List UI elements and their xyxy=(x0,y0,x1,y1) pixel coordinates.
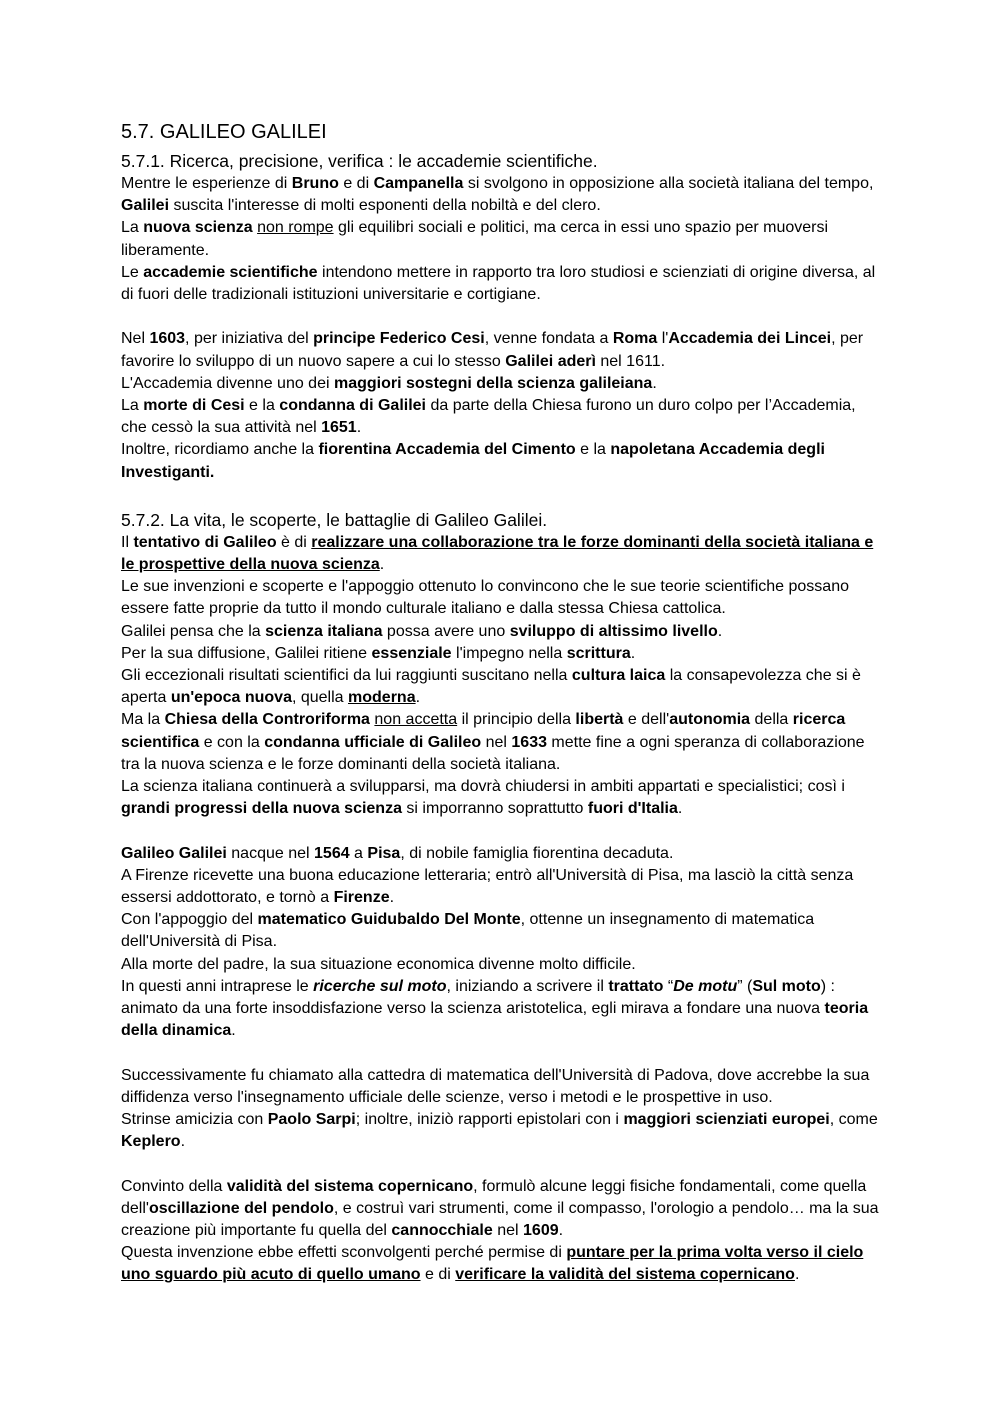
paragraph: Le sue invenzioni e scoperte e l'appoggio ottenuto lo convincono che le sue teorie scientifiche possano essere fatte proprie da tutto il mondo culturale italiano e dalla stessa Chiesa cattolica. xyxy=(121,578,849,618)
paragraph: Ma la Chiesa della Controriforma non accetta il principio della libertà e dell'autonomia della ricerca scientifica e con la condanna ufficiale di Galileo nel 1633 mette fine a ogni speranza di collaborazione tra la nuova scienza e le forze dominanti della società italiana. xyxy=(121,711,865,773)
paragraph: Mentre le esperienze di Bruno e di Campanella si svolgono in opposizione alla società italiana del tempo, Galilei suscita l'interesse di molti esponenti della nobiltà e del clero. xyxy=(121,175,874,215)
paragraph: Il tentativo di Galileo è di realizzare una collaborazione tra le forze dominanti della società italiana e le prospettive della nuova scienza. xyxy=(121,533,874,574)
paragraph: Questa invenzione ebbe effetti sconvolgenti perché permise di puntare per la prima volta verso il cielo uno sguardo più acuto di quello umano e di verificare la validità del sistema copernicano. xyxy=(121,1244,864,1284)
paragraph: Strinse amicizia con Paolo Sarpi; inoltre, iniziò rapporti epistolari con i maggiori scienziati europei, come Keplero. xyxy=(121,1111,878,1151)
paragraph: Successivamente fu chiamato alla cattedra di matematica dell'Università di Padova, dove accrebbe la sua diffidenza verso l'insegnamento ufficiale delle scienze, verso i metodi e le prospettive in uso. xyxy=(121,1066,870,1106)
section-heading-1: 5.7.1. Ricerca, precisione, verifica : le accademie scientifiche. xyxy=(121,151,598,171)
paragraph: Con l'appoggio del matematico Guidubaldo Del Monte, ottenne un insegnamento di matematica dell'Università di Pisa. xyxy=(121,911,815,951)
paragraph: Convinto della validità del sistema copernicano, formulò alcune leggi fisiche fondamentali, come quella dell'oscillazione del pendolo, e costruì vari strumenti, come il compasso, l'orologio a pendolo… ma la sua creazione più importante fu quella del cannocchiale nel 1609. xyxy=(121,1177,879,1240)
chapter-title: 5.7. GALILEO GALILEI xyxy=(121,121,327,143)
paragraph: A Firenze ricevette una buona educazione letteraria; entrò all'Università di Pisa, ma lasciò la città senza essersi addottorato, e tornò a Firenze. xyxy=(121,866,854,907)
paragraph: Gli eccezionali risultati scientifici da lui raggiunti suscitano nella cultura laica la consapevolezza che si è aperta un'epoca nuova, quella moderna. xyxy=(121,667,861,707)
paragraph: Alla morte del padre, la sua situazione economica divenne molto difficile. xyxy=(121,955,636,973)
paragraph: L'Accademia divenne uno dei maggiori sostegni della scienza galileiana. xyxy=(121,374,657,392)
paragraph: Galileo Galilei nacque nel 1564 a Pisa, di nobile famiglia fiorentina decaduta. xyxy=(121,844,674,862)
paragraph: La morte di Cesi e la condanna di Galilei da parte della Chiesa furono un duro colpo per l’Accademia, che cessò la sua attività nel 1651. xyxy=(121,397,856,437)
paragraph: In questi anni intraprese le ricerche sul moto, iniziando a scrivere il trattato “De motu” (Sul moto) : animato da una forte insoddisfazione verso la scienza aristotelica, egli mirava a fondare una nuova teoria della dinamica. xyxy=(121,977,869,1040)
section-heading-2: 5.7.2. La vita, le scoperte, le battaglie di Galileo Galilei. xyxy=(121,509,548,530)
paragraph: La scienza italiana continuerà a svilupparsi, ma dovrà chiudersi in ambiti appartati e specialistici; così i grandi progressi della nuova scienza si imporranno soprattutto fuori d'Italia. xyxy=(121,778,845,818)
paragraph: Galilei pensa che la scienza italiana possa avere uno sviluppo di altissimo livello. xyxy=(121,622,723,640)
document-page xyxy=(121,119,881,1287)
paragraph: Nel 1603, per iniziativa del principe Federico Cesi, venne fondata a Roma l'Accademia dei Lincei, per favorire lo sviluppo di un nuovo sapere a cui lo stesso Galilei aderì nel 1611. xyxy=(121,330,864,370)
paragraph: La nuova scienza non rompe gli equilibri sociali e politici, ma cerca in essi uno spazio per muoversi liberamente. xyxy=(121,219,829,259)
paragraph: Le accademie scientifiche intendono mettere in rapporto tra loro studiosi e scienziati di origine diversa, al di fuori delle tradizionali istituzioni universitarie e cortigiane. xyxy=(121,263,876,304)
paragraph: Inoltre, ricordiamo anche la fiorentina Accademia del Cimento e la napoletana Accademia degli Investiganti. xyxy=(121,441,825,481)
paragraph: Per la sua diffusione, Galilei ritiene essenziale l'impegno nella scrittura. xyxy=(121,644,636,662)
